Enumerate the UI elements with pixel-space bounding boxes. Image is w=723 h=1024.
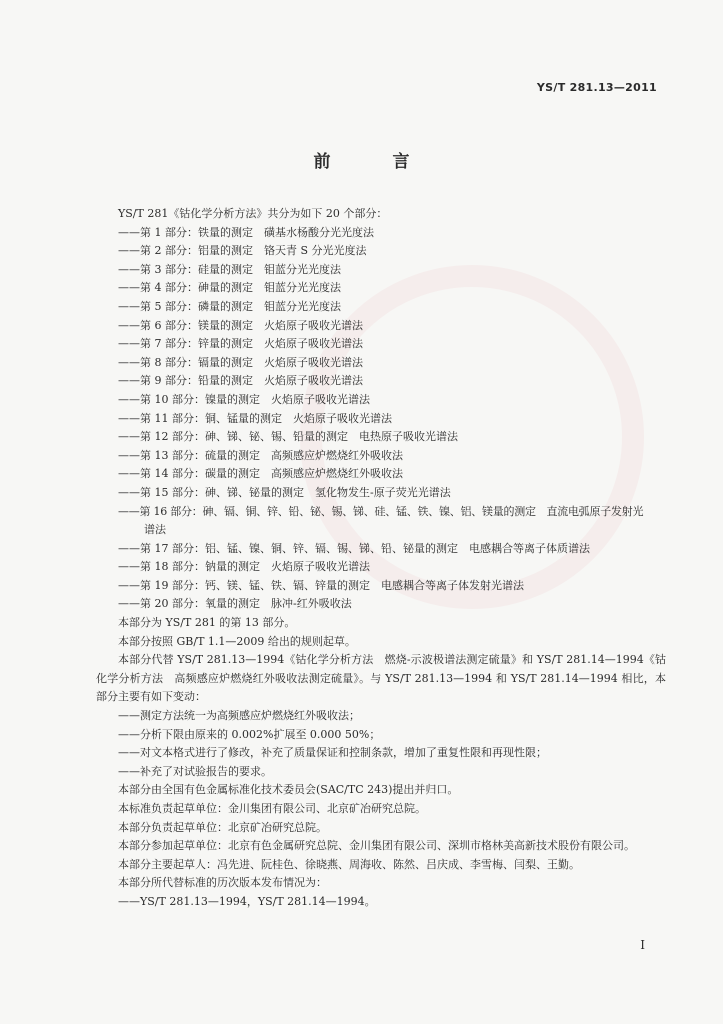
list-item: ——第 17 部分：铝、锰、镍、铜、锌、镉、锡、锑、铅、铋量的测定 电感耦合等离子体质谱法 bbox=[118, 541, 590, 555]
drafter-paragraph: 本部分负责起草单位：北京矿冶研究总院。 bbox=[118, 820, 327, 834]
history-paragraph: 本部分所代替标准的历次版本发布情况为： bbox=[118, 876, 327, 890]
drafter-paragraph: 本标准负责起草单位：金川集团有限公司、北京矿冶研究总院。 bbox=[118, 802, 426, 815]
part-of-paragraph: 本部分为 YS/T 281 的第 13 部分。 bbox=[118, 616, 296, 630]
proposed-paragraph: 本部分由全国有色金属标准化技术委员会(SAC/TC 243)提出并归口。 bbox=[118, 783, 459, 797]
list-item: ——第 8 部分：镉量的测定 火焰原子吸收光谱法 bbox=[118, 355, 363, 369]
intro-paragraph: YS/T 281《钴化学分析方法》共分为如下 20 个部分： bbox=[118, 207, 388, 220]
page-number: I bbox=[640, 938, 645, 952]
list-item: ——第 13 部分：硫量的测定 高频感应炉燃烧红外吸收法 bbox=[118, 448, 403, 462]
changes-list bbox=[96, 707, 666, 781]
list-item: ——第 9 部分：铅量的测定 火焰原子吸收光谱法 bbox=[118, 374, 363, 388]
list-item: ——第 10 部分：镍量的测定 火焰原子吸收光谱法 bbox=[118, 392, 370, 406]
list-item: ——补充了对试验报告的要求。 bbox=[118, 764, 272, 778]
list-item: ——第 20 部分：氧量的测定 脉冲-红外吸收法 bbox=[118, 597, 352, 611]
list-item: ——第 1 部分：铁量的测定 磺基水杨酸分光光度法 bbox=[118, 225, 374, 239]
list-item: ——对文本格式进行了修改，补充了质量保证和控制条款，增加了重复性限和再现性限； bbox=[118, 746, 547, 760]
list-item: ——第 14 部分：碳量的测定 高频感应炉燃烧红外吸收法 bbox=[118, 467, 403, 481]
list-item: ——第 6 部分：镁量的测定 火焰原子吸收光谱法 bbox=[118, 318, 363, 332]
list-item-continuation: 谱法 bbox=[144, 523, 166, 537]
list-item: ——测定方法统一为高频感应炉燃烧红外吸收法； bbox=[118, 709, 360, 723]
list-item: ——第 12 部分：砷、锑、铋、锡、铅量的测定 电热原子吸收光谱法 bbox=[118, 430, 458, 444]
rules-paragraph: 本部分按照 GB/T 1.1—2009 给出的规则起草。 bbox=[118, 634, 356, 648]
list-item: ——分析下限由原来的 0.002%扩展至 0.000 50%； bbox=[118, 727, 381, 741]
document-body bbox=[96, 205, 666, 912]
list-item: ——第 18 部分：钠量的测定 火焰原子吸收光谱法 bbox=[118, 560, 370, 574]
list-item: ——第 3 部分：硅量的测定 钼蓝分光光度法 bbox=[118, 262, 341, 276]
list-item: ——第 16 部分：砷、镉、铜、锌、铅、铋、锡、锑、硅、锰、铁、镍、铝、镁量的测定 直流电弧原子发射光 bbox=[118, 504, 644, 518]
page-title: 前 言 bbox=[313, 152, 438, 172]
list-item: ——第 11 部分：铜、锰量的测定 火焰原子吸收光谱法 bbox=[118, 411, 392, 425]
standard-code: YS/T 281.13—2011 bbox=[536, 81, 657, 94]
list-item: ——第 7 部分：锌量的测定 火焰原子吸收光谱法 bbox=[118, 337, 363, 351]
list-item: ——第 4 部分：砷量的测定 钼蓝分光光度法 bbox=[118, 281, 341, 295]
list-item: ——YS/T 281.13—1994，YS/T 281.14—1994。 bbox=[118, 894, 376, 908]
parts-list bbox=[96, 224, 666, 614]
list-item: ——第 15 部分：砷、锑、铋量的测定 氢化物发生-原子荧光光谱法 bbox=[118, 485, 451, 499]
list-item: ——第 19 部分：钙、镁、锰、铁、镉、锌量的测定 电感耦合等离子体发射光谱法 bbox=[118, 578, 524, 592]
participants-paragraph: 本部分参加起草单位：北京有色金属研究总院、金川集团有限公司、深圳市格林美高新技术股份有限公司。 bbox=[118, 839, 635, 853]
replaces-paragraph: 本部分代替 YS/T 281.13—1994《钴化学分析方法 燃烧-示波极谱法测定硫量》和 YS/T 281.14—1994《钴化学分析方法 高频感应炉燃烧红外吸收法测定硫量》。与 YS/T 281.13—1994 和 YS/T 281.14—1994 相比，本部分主要有如下变动： bbox=[96, 653, 666, 704]
list-item: ——第 5 部分：磷量的测定 钼蓝分光光度法 bbox=[118, 299, 341, 313]
list-item: ——第 2 部分：铝量的测定 铬天青 S 分光光度法 bbox=[118, 244, 367, 258]
authors-paragraph: 本部分主要起草人：冯先进、阮桂色、徐晓燕、周海收、陈然、吕庆成、李雪梅、闫梨、王勤。 bbox=[118, 857, 580, 871]
